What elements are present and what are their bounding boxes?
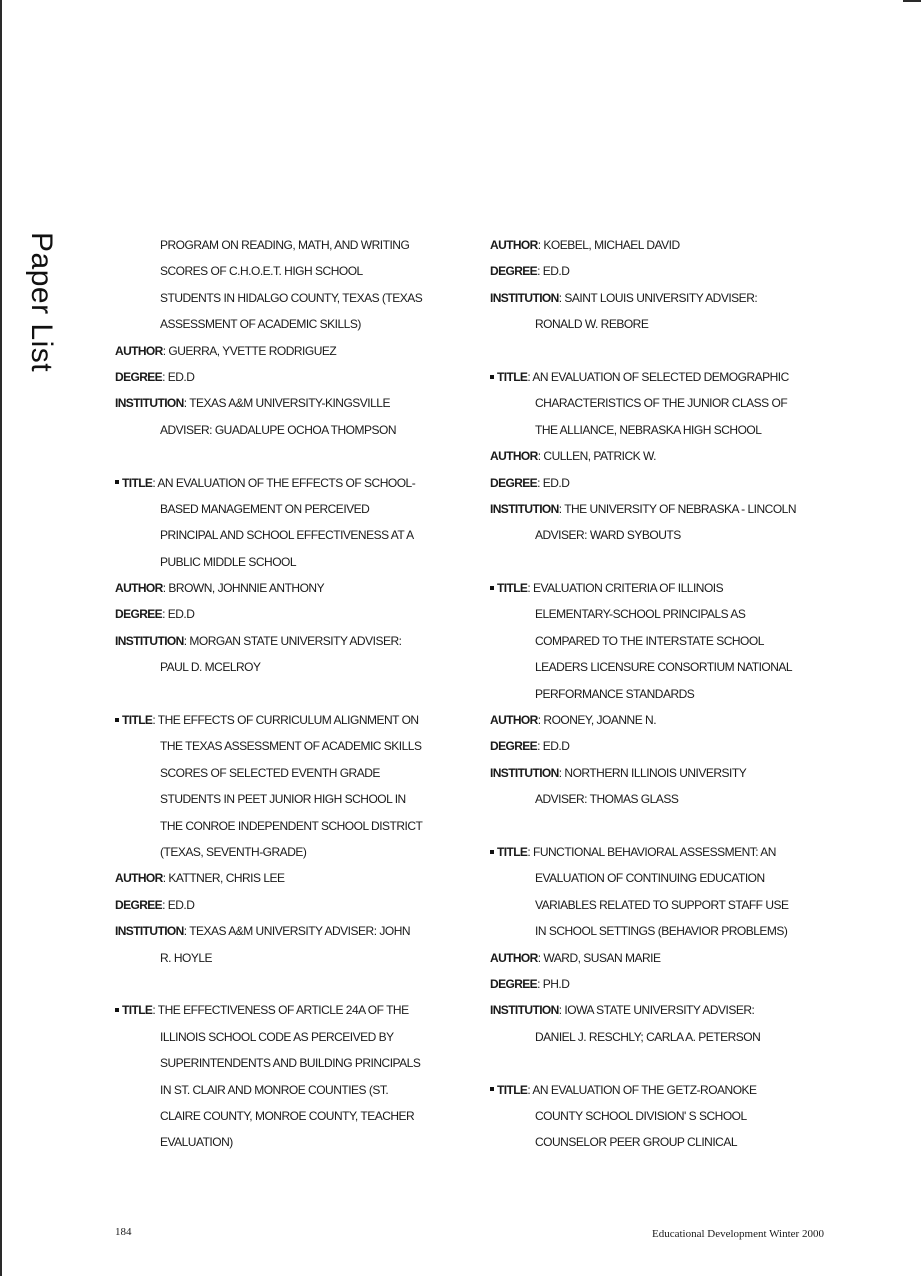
entry-title-line bbox=[490, 1077, 820, 1103]
field-label: AUTHOR bbox=[490, 238, 538, 252]
entry-continuation-line: PAUL D. MCELROY bbox=[160, 660, 261, 675]
page-corner-mark bbox=[903, 0, 921, 2]
field-separator: : bbox=[162, 607, 168, 622]
left-column bbox=[115, 232, 455, 1156]
field-separator: : bbox=[152, 475, 158, 490]
entry-continuation-line: CLAIRE COUNTY, MONROE COUNTY, TEACHER bbox=[160, 1108, 415, 1123]
field-label: AUTHOR bbox=[490, 449, 538, 464]
entry-continuation-line: RONALD W. REBORE bbox=[535, 317, 649, 332]
field-separator: : bbox=[162, 897, 168, 912]
entry-continuation-line: STUDENTS IN PEET JUNIOR HIGH SCHOOL IN bbox=[160, 792, 406, 807]
entry-continuation-line: LEADERS LICENSURE CONSORTIUM NATIONAL bbox=[535, 660, 793, 675]
field-label: TITLE bbox=[122, 713, 153, 728]
field-label: DEGREE bbox=[490, 976, 538, 991]
entry-continuation-line: PRINCIPAL AND SCHOOL EFFECTIVENESS AT A bbox=[160, 528, 414, 543]
field-value: TEXAS A&M UNIVERSITY ADVISER: JOHN bbox=[189, 924, 411, 939]
entry-continuation-line: EVALUATION OF CONTINUING EDUCATION bbox=[535, 871, 765, 886]
field-separator: : bbox=[527, 1082, 533, 1097]
entry-continuation-line: ASSESSMENT OF ACADEMIC SKILLS) bbox=[160, 317, 361, 332]
entry-institution-line bbox=[490, 997, 820, 1023]
entry-title-line bbox=[490, 575, 820, 601]
field-separator: : bbox=[152, 713, 158, 728]
field-label: DEGREE bbox=[115, 369, 163, 384]
field-separator: : bbox=[183, 924, 190, 939]
entry-continuation-line: THE ALLIANCE, NEBRASKA HIGH SCHOOL bbox=[535, 422, 762, 437]
field-value: THE EFFECTS OF CURRICULUM ALIGNMENT ON bbox=[157, 713, 419, 728]
entry-continuation-line: SCORES OF SELECTED EVENTH GRADE bbox=[160, 765, 380, 780]
entry-continuation-line: COMPARED TO THE INTERSTATE SCHOOL bbox=[535, 633, 764, 648]
entry-continuation-line: COUNTY SCHOOL DIVISION' S SCHOOL bbox=[535, 1108, 747, 1123]
entry-continuation-line: (TEXAS, SEVENTH-GRADE) bbox=[160, 844, 307, 859]
entry-institution-line bbox=[115, 918, 455, 944]
field-value: AN EVALUATION OF THE EFFECTS OF SCHOOL- bbox=[157, 475, 416, 490]
field-value: ED.D bbox=[542, 475, 570, 490]
field-label: INSTITUTION bbox=[490, 765, 559, 780]
entry-author-line bbox=[490, 232, 820, 258]
entry-institution-line bbox=[490, 496, 820, 522]
field-separator: : bbox=[537, 950, 544, 965]
entry-degree-line bbox=[115, 364, 455, 390]
field-separator: : bbox=[152, 1003, 158, 1018]
entry-author-line bbox=[115, 338, 455, 364]
field-label: AUTHOR bbox=[490, 950, 538, 965]
entry-author-line bbox=[490, 443, 820, 469]
entry-degree-line bbox=[490, 258, 820, 284]
field-separator: : bbox=[162, 343, 169, 358]
bullet-icon bbox=[490, 1087, 494, 1091]
field-value: ROONEY, JOANNE N. bbox=[543, 713, 657, 728]
field-value: AN EVALUATION OF SELECTED DEMOGRAPHIC bbox=[532, 369, 789, 384]
field-separator: : bbox=[537, 713, 544, 728]
field-label: AUTHOR bbox=[490, 713, 538, 728]
bullet-icon bbox=[115, 480, 119, 484]
field-label: INSTITUTION bbox=[115, 633, 184, 648]
field-separator: : bbox=[162, 369, 168, 384]
field-value: ED.D bbox=[542, 264, 570, 279]
field-label: INSTITUTION bbox=[115, 396, 184, 411]
field-label: DEGREE bbox=[115, 607, 163, 622]
field-separator: : bbox=[183, 396, 190, 411]
field-label: TITLE bbox=[497, 369, 528, 384]
field-separator: : bbox=[558, 1003, 565, 1018]
field-value: MORGAN STATE UNIVERSITY ADVISER: bbox=[189, 633, 402, 648]
entry-degree-line bbox=[490, 733, 820, 759]
field-value: ED.D bbox=[167, 369, 195, 384]
field-separator: : bbox=[183, 633, 190, 648]
field-separator: : bbox=[537, 238, 544, 252]
field-value: KOEBEL, MICHAEL DAVID bbox=[543, 238, 680, 252]
field-value: EVALUATION CRITERIA OF ILLINOIS bbox=[533, 581, 724, 596]
field-value: GUERRA, YVETTE RODRIGUEZ bbox=[168, 343, 337, 358]
field-separator: : bbox=[537, 449, 544, 464]
entry-degree-line bbox=[490, 470, 820, 496]
field-separator: : bbox=[537, 264, 543, 279]
field-label: DEGREE bbox=[490, 739, 538, 754]
field-label: TITLE bbox=[497, 581, 528, 596]
field-separator: : bbox=[558, 765, 565, 780]
entry-continuation-line: THE CONROE INDEPENDENT SCHOOL DISTRICT bbox=[160, 818, 423, 833]
field-label: AUTHOR bbox=[115, 343, 163, 358]
field-value: FUNCTIONAL BEHAVIORAL ASSESSMENT: AN bbox=[533, 844, 776, 859]
field-label: INSTITUTION bbox=[490, 290, 559, 305]
field-separator: : bbox=[537, 976, 543, 991]
entry-title-line bbox=[490, 839, 820, 865]
field-label: INSTITUTION bbox=[490, 501, 559, 516]
entry-continuation-line: STUDENTS IN HIDALGO COUNTY, TEXAS (TEXAS bbox=[160, 290, 423, 305]
field-value: ED.D bbox=[542, 739, 570, 754]
entry-continuation-line: VARIABLES RELATED TO SUPPORT STAFF USE bbox=[535, 897, 789, 912]
publication-footer: Educational Development Winter 2000 bbox=[652, 1228, 824, 1240]
entry-author-line bbox=[115, 575, 455, 601]
entry-continuation-line: PUBLIC MIDDLE SCHOOL bbox=[160, 554, 297, 569]
entry-title-line bbox=[115, 470, 455, 496]
side-section-title bbox=[14, 232, 58, 372]
field-label: AUTHOR bbox=[115, 871, 163, 886]
field-label: DEGREE bbox=[115, 897, 163, 912]
page-left-edge bbox=[0, 0, 2, 1276]
field-label: TITLE bbox=[122, 475, 153, 490]
entry-institution-line bbox=[115, 390, 455, 416]
entry-author-line bbox=[115, 865, 455, 891]
field-value: AN EVALUATION OF THE GETZ-ROANOKE bbox=[532, 1082, 757, 1097]
field-label: DEGREE bbox=[490, 264, 538, 279]
entry-continuation-line: BASED MANAGEMENT ON PERCEIVED bbox=[160, 501, 370, 516]
field-separator: : bbox=[527, 369, 533, 384]
field-separator: : bbox=[558, 290, 565, 305]
field-value: TEXAS A&M UNIVERSITY-KINGSVILLE bbox=[189, 396, 390, 411]
entry-continuation-line: COUNSELOR PEER GROUP CLINICAL bbox=[535, 1135, 737, 1150]
entry-institution-line bbox=[115, 628, 455, 654]
entry-institution-line bbox=[490, 285, 820, 311]
entry-continuation-line: PROGRAM ON READING, MATH, AND WRITING bbox=[160, 238, 410, 252]
entry-continuation-line: PERFORMANCE STANDARDS bbox=[535, 686, 695, 701]
field-label: TITLE bbox=[122, 1003, 153, 1018]
field-label: INSTITUTION bbox=[490, 1003, 559, 1018]
entry-continuation-line: ADVISER: WARD SYBOUTS bbox=[535, 528, 681, 543]
field-separator: : bbox=[162, 871, 169, 886]
entry-continuation-line: DANIEL J. RESCHLY; CARLA A. PETERSON bbox=[535, 1029, 761, 1044]
page-number: 184 bbox=[115, 1226, 132, 1238]
field-value: SAINT LOUIS UNIVERSITY ADVISER: bbox=[564, 290, 758, 305]
entry-title-line bbox=[115, 997, 455, 1023]
entry-continuation-line: CHARACTERISTICS OF THE JUNIOR CLASS OF bbox=[535, 396, 788, 411]
field-value: WARD, SUSAN MARIE bbox=[543, 950, 661, 965]
entry-author-line bbox=[490, 707, 820, 733]
entry-continuation-line: IN SCHOOL SETTINGS (BEHAVIOR PROBLEMS) bbox=[535, 924, 788, 939]
entry-continuation-line: THE TEXAS ASSESSMENT OF ACADEMIC SKILLS bbox=[160, 739, 422, 754]
bullet-icon bbox=[490, 850, 494, 854]
entry-continuation-line: ADVISER: THOMAS GLASS bbox=[535, 792, 679, 807]
entry-degree-line bbox=[115, 601, 455, 627]
side-section-title-text: Paper List bbox=[25, 232, 58, 373]
entry-continuation-line: ADVISER: GUADALUPE OCHOA THOMPSON bbox=[160, 422, 396, 437]
entry-title-line bbox=[490, 364, 820, 390]
entry-continuation-line: EVALUATION) bbox=[160, 1135, 233, 1150]
bullet-icon bbox=[490, 375, 494, 379]
field-separator: : bbox=[537, 475, 543, 490]
field-value: THE UNIVERSITY OF NEBRASKA - LINCOLN bbox=[564, 501, 797, 516]
entry-continuation-line: ELEMENTARY-SCHOOL PRINCIPALS AS bbox=[535, 607, 746, 622]
bullet-icon bbox=[115, 718, 119, 722]
entry-continuation-line: R. HOYLE bbox=[160, 950, 213, 965]
field-separator: : bbox=[558, 501, 565, 516]
entry-continuation-line: IN ST. CLAIR AND MONROE COUNTIES (ST. bbox=[160, 1082, 389, 1097]
field-value: ED.D bbox=[167, 897, 195, 912]
field-value: NORTHERN ILLINOIS UNIVERSITY bbox=[564, 765, 747, 780]
field-label: INSTITUTION bbox=[115, 924, 184, 939]
field-value: THE EFFECTIVENESS OF ARTICLE 24A OF THE bbox=[157, 1003, 409, 1018]
entry-continuation-line: SUPERINTENDENTS AND BUILDING PRINCIPALS bbox=[160, 1056, 421, 1071]
field-value: IOWA STATE UNIVERSITY ADVISER: bbox=[564, 1003, 755, 1018]
field-label: TITLE bbox=[497, 1082, 528, 1097]
field-label: AUTHOR bbox=[115, 581, 163, 596]
field-value: KATTNER, CHRIS LEE bbox=[168, 871, 285, 886]
bullet-icon bbox=[115, 1008, 119, 1012]
field-separator: : bbox=[537, 739, 543, 754]
entry-degree-line bbox=[490, 971, 820, 997]
field-separator: : bbox=[527, 844, 534, 859]
field-separator: : bbox=[527, 581, 534, 596]
field-value: CULLEN, PATRICK W. bbox=[543, 449, 656, 464]
field-value: PH.D bbox=[542, 976, 570, 991]
field-value: ED.D bbox=[167, 607, 195, 622]
entry-author-line bbox=[490, 945, 820, 971]
entry-continuation-line: SCORES OF C.H.O.E.T. HIGH SCHOOL bbox=[160, 264, 363, 279]
entry-continuation-line: ILLINOIS SCHOOL CODE AS PERCEIVED BY bbox=[160, 1029, 394, 1044]
field-label: TITLE bbox=[497, 844, 528, 859]
field-value: BROWN, JOHNNIE ANTHONY bbox=[168, 581, 325, 596]
entry-institution-line bbox=[490, 760, 820, 786]
field-separator: : bbox=[162, 581, 169, 596]
bullet-icon bbox=[490, 586, 494, 590]
entry-title-line bbox=[115, 707, 455, 733]
field-label: DEGREE bbox=[490, 475, 538, 490]
right-column bbox=[490, 232, 820, 1156]
entry-degree-line bbox=[115, 892, 455, 918]
